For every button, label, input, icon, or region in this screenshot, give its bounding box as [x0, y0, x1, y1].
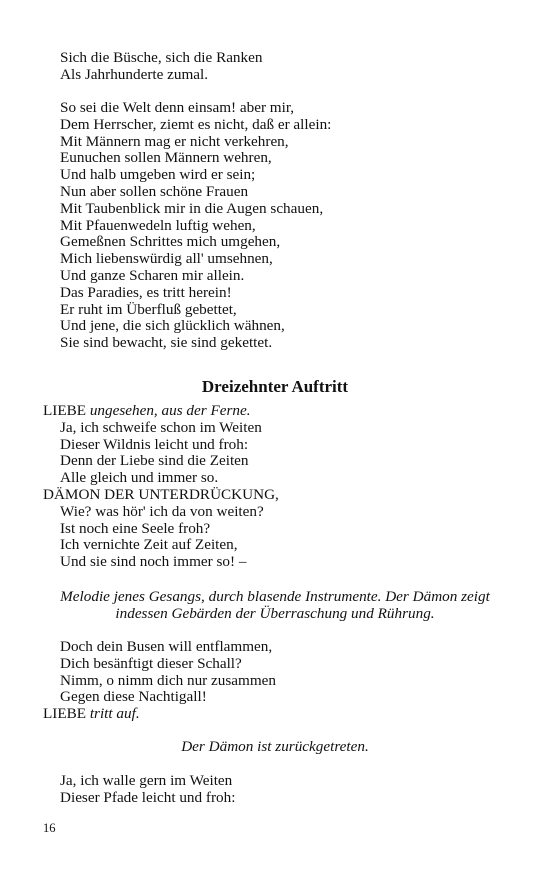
stage-direction: Der Dämon ist zurückgetreten.: [181, 738, 369, 755]
dialogue-block-3: [0, 773, 550, 807]
dialogue-block-2: [0, 639, 550, 723]
verse-line: Mit Taubenblick mir in die Augen schauen,: [60, 199, 324, 217]
verse-line: Und halb umgeben wird er sein;: [60, 166, 256, 184]
verse-line: Eunuchen sollen Männern wehren,: [60, 149, 272, 167]
speaker-line: [0, 706, 550, 723]
verse-line: Er ruht im Überfluß gebettet,: [60, 300, 237, 318]
speaker-name: LIEBE: [43, 402, 87, 419]
verse-line: Doch dein Busen will entflammen,: [60, 638, 273, 655]
verse-line: Als Jahrhunderte zumal.: [60, 65, 209, 83]
speaker-line: [0, 487, 550, 504]
verse-line: Alle gleich und immer so.: [60, 469, 219, 487]
verse-line: Mit Männern mag er nicht verkehren,: [60, 132, 289, 150]
stanza-1: [0, 50, 550, 84]
verse-line: Gemeßnen Schrittes mich umgehen,: [60, 233, 281, 251]
verse-line: Mit Pfauenwedeln luftig wehen,: [60, 216, 256, 234]
stage-direction-block: [0, 589, 550, 623]
verse-line: Dieser Wildnis leicht und froh:: [60, 435, 249, 453]
stage-direction: indessen Gebärden der Überraschung und Rührung.: [115, 604, 435, 622]
page-number: 16: [43, 821, 56, 835]
speaker-line: [0, 403, 550, 420]
verse-line: Ja, ich schweife schon im Weiten: [60, 418, 262, 436]
verse-line: Das Paradies, es tritt herein!: [60, 283, 232, 301]
verse-line: Nimm, o nimm dich nur zusammen: [60, 671, 276, 689]
verse-line: Ja, ich walle gern im Weiten: [60, 772, 233, 789]
verse-line: Wie? was hör' ich da von weiten?: [60, 502, 264, 520]
verse-line: Dich besänftigt dieser Schall?: [60, 654, 242, 672]
verse-line: Und ganze Scharen mir allein.: [60, 266, 245, 284]
verse-line: Sich die Büsche, sich die Ranken: [60, 49, 263, 66]
stage-direction-inline: ungesehen, aus der Ferne.: [89, 402, 251, 419]
verse-line: Gegen diese Nachtigall!: [60, 688, 207, 706]
verse-line: So sei die Welt denn einsam! aber mir,: [60, 99, 295, 116]
verse-line: Dieser Pfade leicht und froh:: [60, 788, 236, 806]
stage-direction-inline: tritt auf.: [89, 705, 140, 723]
dialogue-block-1: [0, 403, 550, 571]
stage-direction-block-2: [0, 739, 550, 756]
verse-line: Mich liebenswürdig all' umsehnen,: [60, 250, 273, 268]
verse-line: Nun aber sollen schöne Frauen: [60, 182, 249, 200]
verse-line: Und sie sind noch immer so! –: [60, 553, 247, 571]
scene-heading: Dreizehnter Auftritt: [201, 377, 349, 396]
verse-line: Sie sind bewacht, sie sind gekettet.: [60, 334, 273, 352]
verse-line: Ich vernichte Zeit auf Zeiten,: [60, 536, 238, 554]
verse-line: Ist noch eine Seele froh?: [60, 519, 211, 537]
speaker-name: DÄMON DER UNTERDRÜCKUNG,: [43, 485, 279, 503]
stanza-2: [0, 100, 550, 352]
stage-direction: Melodie jenes Gesangs, durch blasende Instrumente. Der Dämon zeigt: [60, 588, 490, 605]
verse-line: Und jene, die sich glücklich wähnen,: [60, 317, 285, 335]
speaker-name: LIEBE: [43, 705, 87, 723]
verse-line: Dem Herrscher, ziemt es nicht, daß er allein:: [60, 115, 332, 133]
verse-line: Denn der Liebe sind die Zeiten: [60, 452, 249, 470]
